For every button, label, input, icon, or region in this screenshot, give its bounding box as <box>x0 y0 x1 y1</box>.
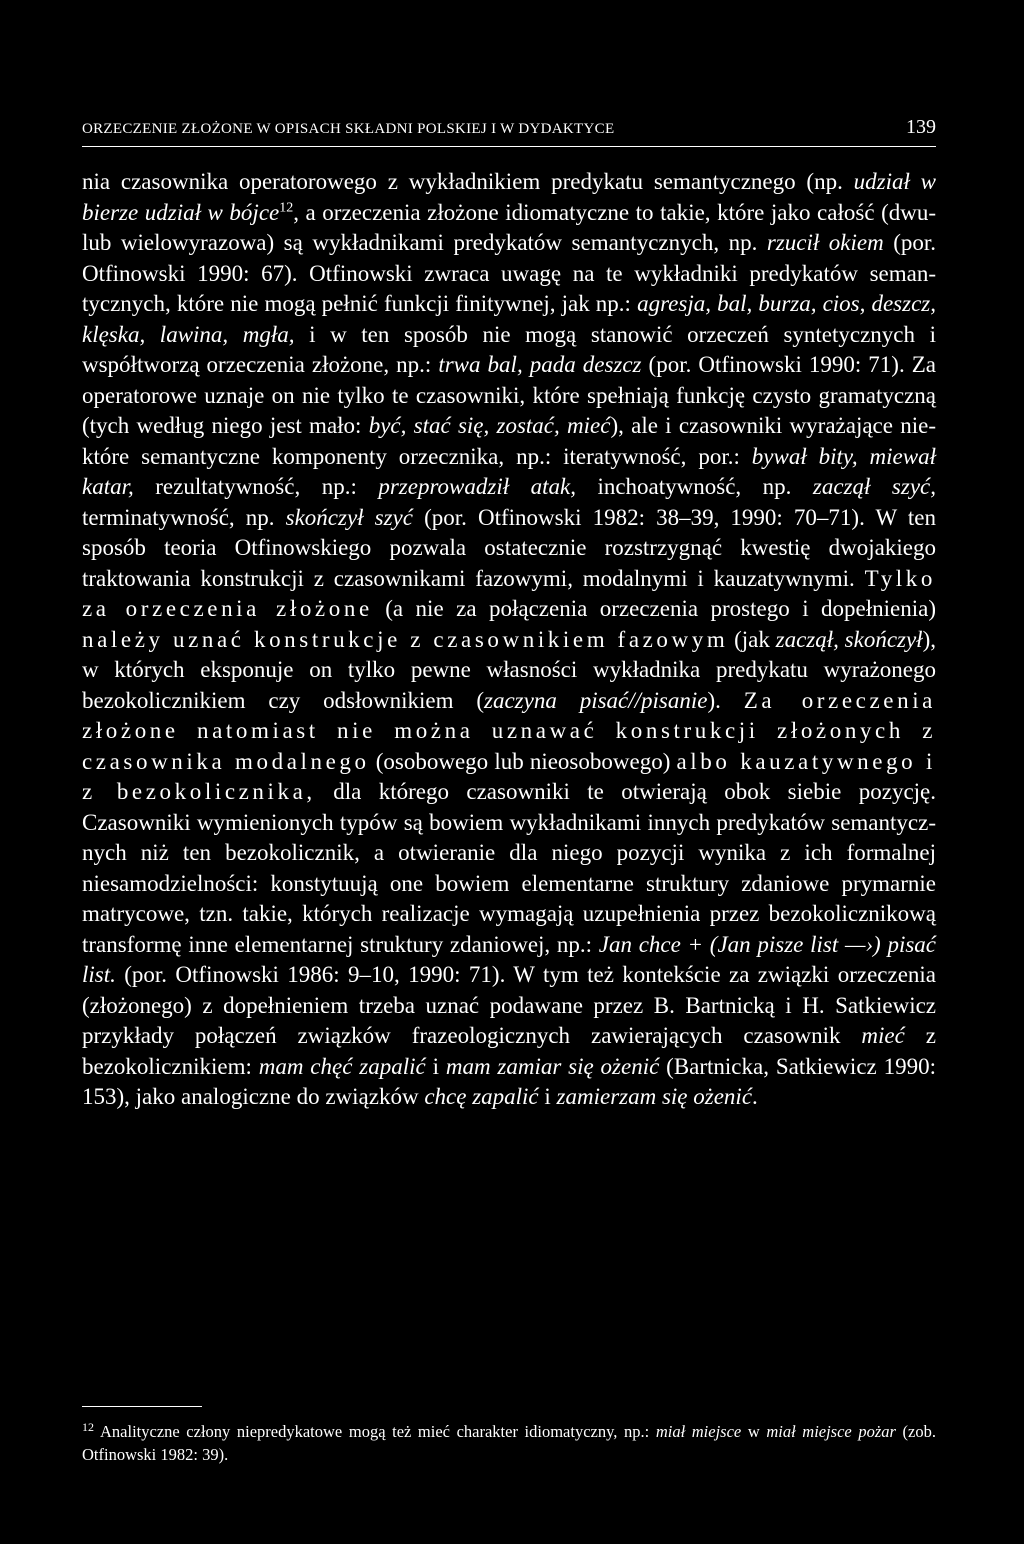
text-run: (por. Otfinowski 1982: 38–39, 1990: 70–71). W ten sposób teoria Otfinowskiego pozwala ostatecznie rozstrzygnąć kwestię dwojakiego traktowania konstrukcji z czasownikami fazowymi, modalnymi i kauzatywnymi. <box>82 504 937 591</box>
example-italic: bywał bity, miewał katar, <box>82 443 936 499</box>
text-run: Analityczne człony niepredykatowe mogą też mieć charakter idiomatyczny, np.: <box>100 1422 656 1441</box>
example-italic: zaczął, skończył <box>775 626 923 652</box>
text-run: inchoatywność, np. <box>575 474 813 499</box>
example-italic: zaczął szyć, <box>812 474 936 499</box>
example-italic: Jan chce + (Jan pisze list —›) pisać list. <box>82 931 936 987</box>
example-italic: mam chęć zapalić <box>258 1053 426 1079</box>
spaced-emphasis: należy uznać konstrukcje z czasownikiem fazowym <box>82 626 729 652</box>
text-run: (por. Otfinowski 1986: 9–10, 1990: 71). W tym też kontekście za związki orzeczenia (złożonego) z dopełnieniem trzeba uznać podawane przez B. Bartnicką i H. Satkiewicz przykłady połączeń związków frazeologicznych zawierających czasownik <box>82 962 936 1048</box>
body-paragraph <box>82 167 936 1113</box>
main-text <box>82 167 936 1113</box>
example-italic: przeprowadził atak, <box>378 474 576 499</box>
example-italic: agresja, bal, burza, cios, deszcz, klęska, lawina, mgła, <box>82 291 936 347</box>
example-italic: trwa bal, pada deszcz <box>438 352 642 377</box>
text-run: (zob. Otfinowski 1982: 39). <box>82 1422 936 1464</box>
text-run: ), w których eksponuje on tylko pewne własności wykładnika predykatu wyrażonego bezokolicznikiem czy odsłownikiem ( <box>82 626 936 713</box>
text-run: (por. Otfinowski 1990: 67). Otfinowski zwraca uwagę na te wykładniki predykatów semantycznych, które nie mogą pełnić funkcji finitywnej, jak np.: <box>82 230 937 316</box>
text-run: dla którego czasowniki te otwierają obok siebie pozycję. Czasowniki wymienionych typów są bowiem wykładnikami innych predykatów semantycznych niż ten bezokolicznik, a otwieranie dla niego pozycji wynika z ich formalnej niesamodzielności: konstytuują one bowiem elementarne struktury zdaniowe prymarnie matrycowe, tzn. takie, których realizacje wymagają uzupełnienia przez bezokolicznikową transformę inne elementarnej struktury zdaniowej, np.: <box>82 779 937 957</box>
page-number: 139 <box>906 116 936 138</box>
text-run: i <box>538 1084 557 1109</box>
text-run: i <box>425 1053 446 1079</box>
text-run: nia czasownika operatorowego z wykładnikiem predykatu semantycznego (np. <box>82 169 854 194</box>
running-header <box>82 116 936 139</box>
text-run: (osobowego lub nieosobowego) <box>369 748 677 774</box>
text-run: w <box>741 1422 767 1441</box>
footnote-rule <box>82 1406 202 1407</box>
text-run: ). <box>707 687 744 713</box>
footnote-reference[interactable]: 12 <box>279 199 294 215</box>
example-italic: rzucił okiem <box>766 230 884 255</box>
example-italic: być, stać się, zostać, mieć <box>368 413 611 438</box>
text-run: rezultatywność, np.: <box>133 474 379 499</box>
text-run: i w ten sposób nie mogą stanowić orzeczeń syntetycznych i współtworzą orzeczenia złożone, np.: <box>82 321 936 377</box>
text-run: ), ale i czasowniki wyrażające niektóre semantyczne komponenty orzecznika, np.: iteratywność, por.: <box>82 413 936 469</box>
running-title: ORZECZENIE ZŁOŻONE W OPISACH SKŁADNI POLSKIEJ I W DYDAKTYCE <box>82 121 615 137</box>
text-run: terminatywność, np. <box>82 504 286 530</box>
text-run: (Bartnicka, Satkiewicz 1990: 153), jako analogiczne do związków <box>82 1053 936 1109</box>
text-run: z bezokolicznikiem: <box>82 1023 936 1079</box>
spaced-emphasis: albo kauzatywnego i z bezokolicznika, <box>82 748 936 804</box>
footnote-mark: 12 <box>82 1419 94 1434</box>
text-run: . <box>752 1084 758 1109</box>
example-italic: zamierzam się ożenić <box>556 1084 753 1109</box>
text-run: (por. Otfinowski 1990: 71). Za operatorowe uznaje on nie tylko te czasowniki, które spełniają funkcję czysto gramatyczną (tych według niego jest mało: <box>82 352 937 438</box>
spaced-emphasis: Tylko za orzeczenia złożone <box>82 565 936 621</box>
example-italic: miał miejsce pożar <box>766 1422 896 1441</box>
example-italic: mieć <box>861 1023 905 1048</box>
example-italic: mam zamiar się ożenić <box>445 1053 660 1079</box>
footnote-12 <box>82 1420 936 1466</box>
example-italic: udział w bierze udział w bójce <box>82 169 936 225</box>
text-run: , a orzeczenia złożone idiomatyczne to takie, które jako całość (dwu- lub wielowyrazowa) są wykładnikami predykatów semantycznych, np. <box>82 199 937 255</box>
example-italic: chcę zapalić <box>424 1084 539 1109</box>
example-italic: zaczyna pisać//pisanie <box>484 687 708 713</box>
spaced-emphasis: Za orzeczenia złożone natomiast nie można uznawać konstrukcji złożonych z czasownika modalnego <box>82 687 936 774</box>
example-italic: skończył szyć <box>285 504 413 530</box>
header-rule <box>82 146 936 147</box>
text-run: (a nie za połączenia orzeczenia prostego i dopełnienia) <box>372 596 937 621</box>
example-italic: miał miejsce <box>655 1422 742 1441</box>
text-run: (jak <box>728 626 776 652</box>
